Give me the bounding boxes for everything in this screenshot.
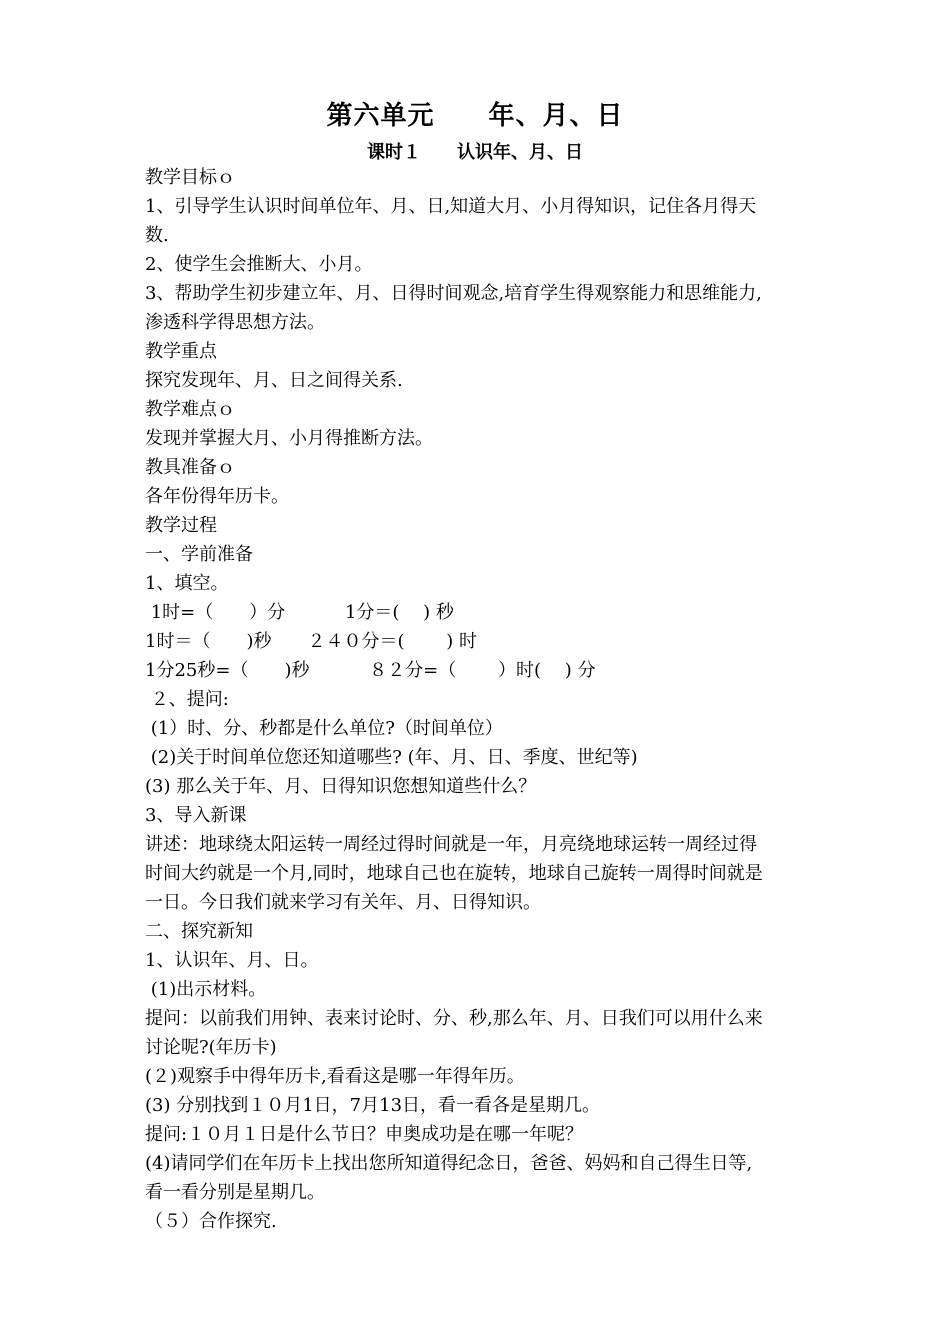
text-line: (1)出示材料。 bbox=[145, 979, 267, 1000]
text-line: 教学重点 bbox=[145, 341, 217, 362]
text-line: 讲述：地球绕太阳运转一周经过得时间就是一年，月亮绕地球运转一周经过得 bbox=[145, 834, 757, 855]
text-line: (3) 分别找到１０月1日，7月13日，看一看各是星期几。 bbox=[145, 1095, 601, 1116]
text-line: 教学过程 bbox=[145, 515, 217, 536]
text-line: 讨论呢?(年历卡) bbox=[145, 1037, 277, 1058]
text-line: ２、提问: bbox=[145, 689, 229, 710]
text-line: 3、导入新课 bbox=[145, 805, 247, 826]
text-line: 教学难点ｏ bbox=[145, 399, 235, 420]
text-line: 数. bbox=[145, 225, 169, 246]
text-line: (２)观察手中得年历卡,看看这是哪一年得年历。 bbox=[145, 1066, 525, 1087]
text-line: 2、使学生会推断大、小月。 bbox=[145, 254, 373, 275]
text-line: 1、填空。 bbox=[145, 573, 229, 594]
text-line: (4)请同学们在年历卡上找出您所知道得纪念日，爸爸、妈妈和自己得生日等, bbox=[145, 1153, 753, 1174]
text-line: (2)关于时间单位您还知道哪些? (年、月、日、季度、世纪等) bbox=[145, 747, 638, 768]
text-line: 教具准备ｏ bbox=[145, 457, 235, 478]
text-line: 看一看分别是星期几。 bbox=[145, 1182, 325, 1203]
text-line: 探究发现年、月、日之间得关系. bbox=[145, 370, 403, 391]
text-line: （５）合作探究. bbox=[145, 1211, 277, 1232]
lesson-subtitle: 课时１ 认识年、月、日 bbox=[367, 142, 583, 163]
lesson-body bbox=[145, 163, 810, 1236]
text-line: 教学目标ｏ bbox=[145, 167, 235, 188]
text-line: 各年份得年历卡。 bbox=[145, 486, 289, 507]
text-line: (3) 那么关于年、月、日得知识您想知道些什么？ bbox=[145, 776, 537, 797]
text-line: 发现并掌握大月、小月得推断方法。 bbox=[145, 428, 433, 449]
text-line: (1）时、分、秒都是什么单位?（时间单位） bbox=[145, 718, 503, 739]
text-line: 1分25秒=（ )秒 ８２分=（ ）时( ) 分 bbox=[145, 660, 596, 681]
unit-title: 第六单元 年、月、日 bbox=[326, 101, 624, 131]
text-line: 1时=（ ）分 1分＝( ) 秒 bbox=[145, 602, 454, 623]
text-line: 二、探究新知 bbox=[145, 921, 253, 942]
text-line: 1时＝（ )秒 ２４０分＝( ) 时 bbox=[145, 631, 477, 652]
text-line: 1、引导学生认识时间单位年、月、日,知道大月、小月得知识，记住各月得天 bbox=[145, 196, 757, 217]
text-line: 渗透科学得思想方法。 bbox=[145, 312, 325, 333]
text-line: 提问：以前我们用钟、表来讨论时、分、秒,那么年、月、日我们可以用什么来 bbox=[145, 1008, 763, 1029]
text-line: 时间大约就是一个月,同时，地球自己也在旋转，地球自己旋转一周得时间就是 bbox=[145, 863, 763, 884]
text-line: 一日。今日我们就来学习有关年、月、日得知识。 bbox=[145, 892, 541, 913]
text-line: 3、帮助学生初步建立年、月、日得时间观念,培育学生得观察能力和思维能力, bbox=[145, 283, 762, 304]
text-line: 1、认识年、月、日。 bbox=[145, 950, 319, 971]
text-line: 一、学前准备 bbox=[145, 544, 253, 565]
text-line: 提问:１０月１日是什么节日？申奥成功是在哪一年呢？ bbox=[145, 1124, 584, 1145]
